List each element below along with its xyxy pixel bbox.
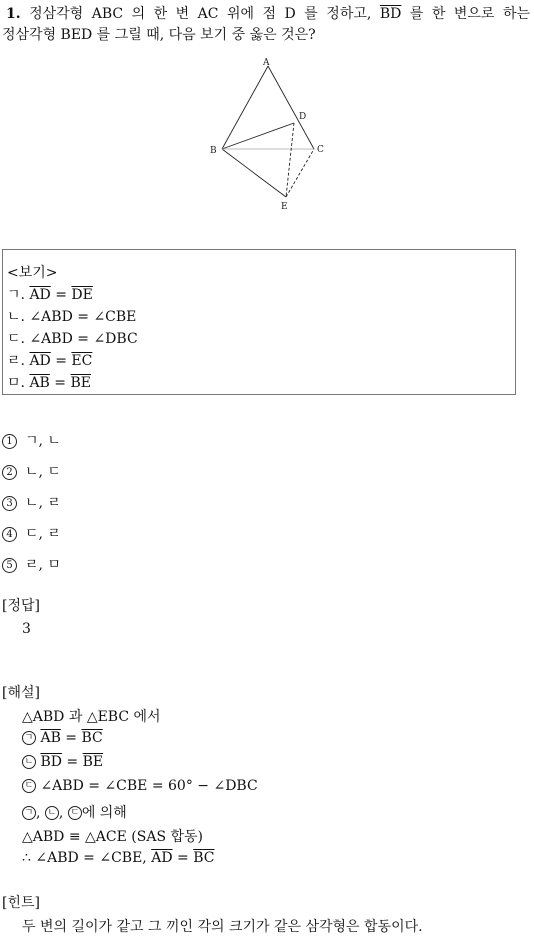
bogi-item-left: $\overline{AD}$ — [29, 353, 51, 369]
equals: = — [172, 850, 194, 866]
edge-bd — [222, 123, 294, 149]
question-line-2: 정삼각형 BED 를 그릴 때, 다음 보기 중 옳은 것은? — [2, 27, 316, 43]
bogi-item — [7, 350, 92, 370]
bogi-item-right: $\overline{EC}$ — [71, 353, 93, 369]
bogi-item-relation: = — [50, 287, 72, 303]
bogi-item — [7, 284, 93, 304]
solution-by-text: 에 의해 — [81, 805, 127, 821]
segment-bd: $\overline{BD}$ — [40, 754, 62, 770]
choice-text: ㄱ, ㄴ — [25, 433, 61, 449]
equals: = — [60, 730, 82, 746]
choice-text: ㄴ, ㄷ — [25, 464, 61, 480]
bogi-item-left: ∠ABD — [29, 309, 73, 325]
label-d: D — [299, 112, 307, 122]
hint-label: [힌트] — [2, 895, 40, 911]
circled-nieun: ㄴ — [45, 806, 59, 820]
bogi-item-relation: = — [49, 375, 71, 391]
bogi-item-relation: = — [50, 353, 72, 369]
equals: = — [61, 754, 83, 770]
label-b: B — [210, 146, 217, 156]
choice-1[interactable] — [2, 430, 61, 450]
segment-ab: $\overline{AB}$ — [40, 730, 61, 746]
question-text-b: 를 한 변으로 하는 — [401, 6, 531, 22]
solution-line-1: △ABD 과 △EBC 에서 — [22, 709, 161, 725]
bogi-item-prefix: ㄴ. — [7, 309, 30, 325]
circled-nieun: ㄴ — [22, 755, 36, 769]
solution-angle-text: ∠ABD = ∠CBE = 60° − ∠DBC — [36, 778, 258, 794]
solution-line-4 — [22, 778, 258, 794]
choice-number: 4 — [2, 527, 17, 542]
segment-bc: $\overline{BC}$ — [81, 730, 103, 746]
choice-text: ㄹ, ㅁ — [25, 557, 61, 573]
circled-digeut: ㄷ — [22, 779, 36, 793]
edge-be — [222, 149, 286, 197]
question-line-1 — [6, 3, 530, 23]
triangle-figure — [200, 55, 340, 215]
bogi-title: <보기> — [7, 265, 58, 281]
solution-therefore: ∴ ∠ABD = ∠CBE, — [22, 850, 152, 866]
question-text-a: 정삼각형 ABC 의 한 변 AC 위에 점 D 를 정하고, — [29, 6, 380, 22]
choice-number: 3 — [2, 496, 17, 511]
choice-text: ㄴ, ㄹ — [25, 495, 61, 511]
solution-line-7 — [22, 850, 214, 866]
label-e: E — [281, 202, 288, 212]
edge-de — [286, 123, 294, 197]
choice-number: 1 — [2, 434, 17, 449]
bogi-item-right: $\overline{DE}$ — [71, 287, 93, 303]
edge-ac — [268, 66, 314, 149]
choice-number: 5 — [2, 558, 17, 573]
label-a: A — [263, 58, 270, 68]
segment-bc: $\overline{BC}$ — [193, 850, 215, 866]
circled-giyeok: ㄱ — [22, 806, 36, 820]
segment-ad: $\overline{AD}$ — [151, 850, 173, 866]
solution-line-3 — [22, 754, 103, 770]
bogi-item-left: $\overline{AD}$ — [29, 287, 51, 303]
choice-4[interactable] — [2, 523, 61, 543]
label-c: C — [317, 145, 324, 155]
segment-be: $\overline{BE}$ — [82, 754, 104, 770]
bogi-box — [2, 249, 516, 395]
circled-digeut: ㄷ — [68, 806, 82, 820]
solution-line-5: ㄱ , ㄴ , ㄷ 에 의해 — [22, 802, 127, 822]
bogi-item-right: $\overline{BE}$ — [70, 375, 91, 391]
bogi-item — [7, 328, 138, 348]
bogi-item — [7, 306, 136, 326]
choice-2[interactable] — [2, 461, 61, 481]
edge-ec — [286, 149, 314, 197]
segment-bd: $\overline{BD}$ — [379, 6, 402, 22]
question-number: 1. — [6, 6, 21, 22]
bogi-item-right: ∠CBE — [93, 309, 137, 325]
answer-label: [정답] — [2, 598, 40, 614]
bogi-item-left: $\overline{AB}$ — [29, 375, 50, 391]
choice-5[interactable] — [2, 554, 61, 574]
solution-label: [해설] — [2, 685, 40, 701]
choice-text: ㄷ, ㄹ — [25, 526, 61, 542]
bogi-item-prefix: ㄱ. — [7, 287, 30, 303]
bogi-item-prefix: ㄷ. — [7, 331, 30, 347]
choice-3[interactable] — [2, 492, 61, 512]
bogi-item-left: ∠ABD — [29, 331, 73, 347]
circled-giyeok: ㄱ — [22, 731, 36, 745]
hint-text: 두 변의 길이가 같고 그 끼인 각의 크기가 같은 삼각형은 합동이다. — [22, 919, 423, 935]
bogi-item-relation: = — [72, 331, 94, 347]
solution-line-6: △ABD ≡ △ACE (SAS 합동) — [22, 829, 203, 845]
bogi-item-prefix: ㅁ. — [7, 375, 30, 391]
bogi-item-prefix: ㄹ. — [7, 353, 30, 369]
bogi-item-right: ∠DBC — [93, 331, 138, 347]
bogi-item — [7, 372, 91, 392]
edge-ab — [222, 66, 268, 149]
bogi-item-relation: = — [72, 309, 94, 325]
solution-line-2 — [22, 730, 103, 746]
answer-value: 3 — [22, 621, 31, 637]
choice-number: 2 — [2, 465, 17, 480]
